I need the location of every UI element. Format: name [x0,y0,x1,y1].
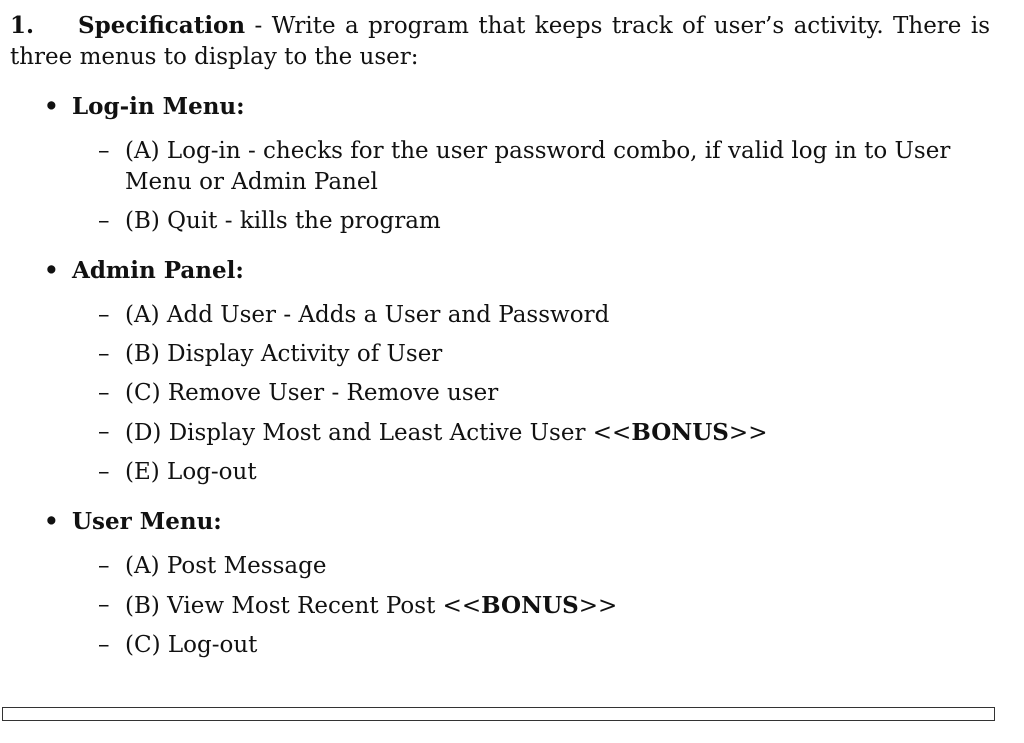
menu-title [10,506,990,537]
menu-admin-panel [10,255,990,488]
option-text: (A) Add User - Adds a User and Password [125,302,610,328]
menu-list [10,91,990,661]
option-item [10,417,990,449]
specification-paragraph [10,10,990,73]
menu-title [10,91,990,122]
dash-icon: – [98,553,110,579]
option-item [10,378,990,409]
option-list [10,136,990,237]
option-text: (B) Display Activity of User [125,341,443,367]
specification-heading: Specification [78,12,246,39]
option-text: (D) Display Most and Least Active User [125,420,593,446]
specification-text: - Write a program that keeps track of user’s activity. There is three menus to display to the user: [10,13,990,70]
dash-icon: – [98,592,110,618]
menu-title-text: Admin Panel: [72,257,244,284]
dash-icon: – [98,459,110,485]
option-text: (B) Quit - kills the program [125,208,441,234]
bonus-open: << [442,593,482,619]
bonus-open: << [592,420,632,446]
option-text: (A) Post Message [125,553,327,579]
dash-icon: – [98,341,110,367]
option-text: (A) Log-in - checks for the user password combo, if valid log in to User Menu or Admin Panel [125,138,951,195]
option-item [10,630,990,661]
option-item [10,300,990,331]
option-item [10,551,990,582]
dash-icon: – [98,208,110,234]
menu-title-text: Log-in Menu: [72,93,245,120]
menu-title [10,255,990,286]
bottom-rule-box [2,707,995,721]
bullet-icon: • [44,508,59,535]
dash-icon: – [98,632,110,658]
bonus-close: >> [578,593,618,619]
document-page [10,10,990,669]
bonus-label: BONUS [481,592,579,619]
bonus-tag [593,420,768,446]
option-item [10,136,990,198]
menu-title-text: User Menu: [72,508,222,535]
option-text: (E) Log-out [125,459,257,485]
option-item [10,339,990,370]
bullet-icon: • [44,93,59,120]
option-list [10,551,990,661]
bonus-close: >> [728,420,768,446]
bullet-icon: • [44,257,59,284]
option-text: (B) View Most Recent Post [125,593,443,619]
option-list [10,300,990,488]
option-text: (C) Log-out [125,632,258,658]
item-number: 1. [10,12,35,39]
option-item [10,590,990,622]
option-item [10,206,990,237]
dash-icon: – [98,302,110,328]
option-item [10,457,990,488]
menu-user [10,506,990,661]
option-text: (C) Remove User - Remove user [125,380,499,406]
menu-login [10,91,990,237]
dash-icon: – [98,380,110,406]
dash-icon: – [98,419,110,445]
dash-icon: – [98,138,110,164]
bonus-label: BONUS [631,419,729,446]
bonus-tag [443,593,618,619]
